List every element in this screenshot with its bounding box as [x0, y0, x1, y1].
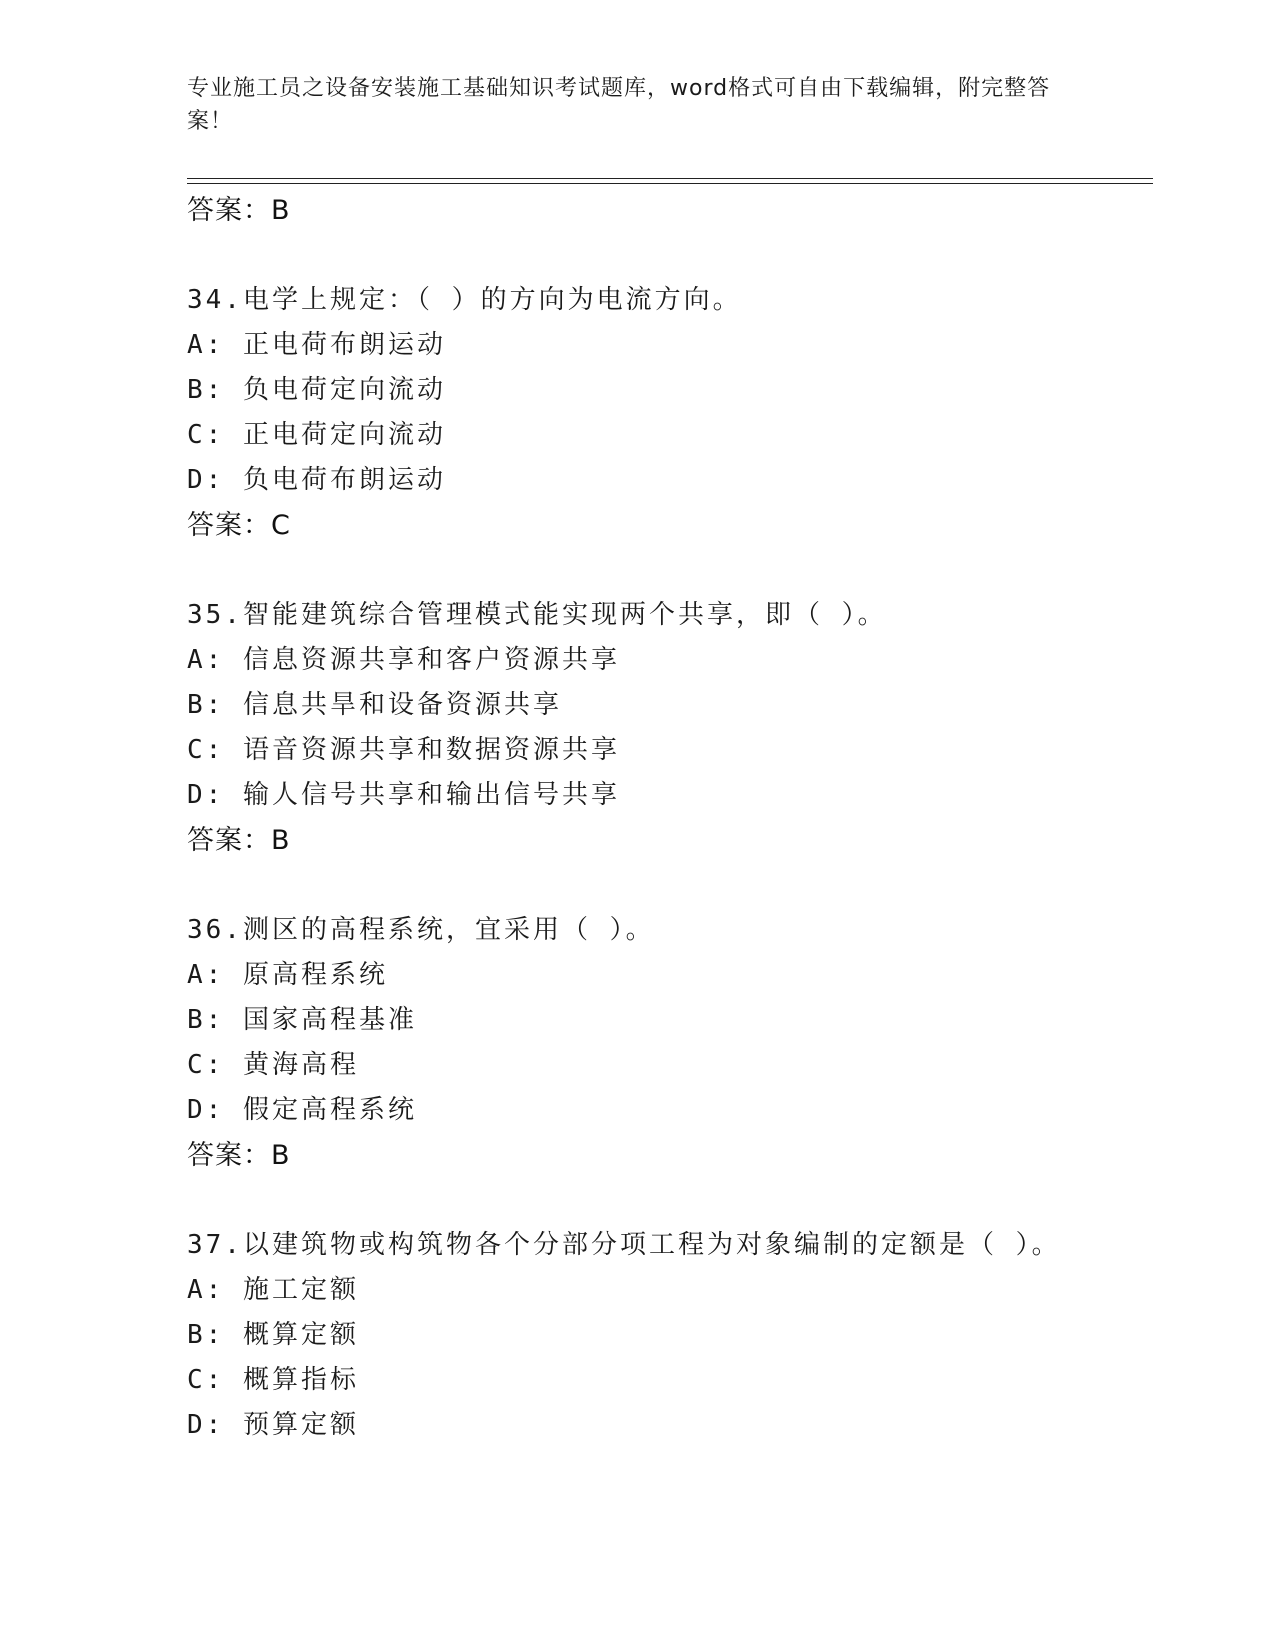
question-stem: 34.电学上规定：（ ）的方向为电流方向。	[187, 285, 742, 315]
answer-36: 答案：B	[187, 1140, 291, 1171]
option-d: D: 假定高程系统	[187, 1095, 417, 1125]
option-b: B: 负电荷定向流动	[187, 375, 446, 405]
question-35	[187, 593, 1153, 864]
option-b: B: 概算定额	[187, 1320, 359, 1350]
option-d: D: 预算定额	[187, 1410, 359, 1440]
document-header: 专业施工员之设备安装施工基础知识考试题库，word格式可自由下载编辑，附完整答案！	[187, 76, 1051, 134]
option-a: A: 原高程系统	[187, 960, 388, 990]
header-divider-bottom	[187, 183, 1153, 184]
answer-35: 答案：B	[187, 825, 291, 856]
option-a: A: 信息资源共享和客户资源共享	[187, 645, 620, 675]
option-c: C: 正电荷定向流动	[187, 420, 446, 450]
question-36	[187, 908, 1153, 1179]
question-stem: 35.智能建筑综合管理模式能实现两个共享，即（ ）。	[187, 600, 887, 630]
option-c: C: 概算指标	[187, 1365, 359, 1395]
answer-34: 答案：C	[187, 510, 291, 541]
option-a: A: 施工定额	[187, 1275, 359, 1305]
question-list	[187, 188, 1153, 1448]
answer-33: 答案：B	[187, 195, 291, 226]
question-stem: 37.以建筑物或构筑物各个分部分项工程为对象编制的定额是（ ）。	[187, 1230, 1061, 1260]
question-37	[187, 1223, 1153, 1448]
option-b: B: 国家高程基准	[187, 1005, 417, 1035]
question-34	[187, 278, 1153, 549]
option-b: B: 信息共旱和设备资源共享	[187, 690, 562, 720]
option-d: D: 输人信号共享和输出信号共享	[187, 780, 620, 810]
option-c: C: 黄海高程	[187, 1050, 359, 1080]
option-d: D: 负电荷布朗运动	[187, 465, 446, 495]
question-stem: 36.测区的高程系统，宜采用（ ）。	[187, 915, 655, 945]
option-c: C: 语音资源共享和数据资源共享	[187, 735, 620, 765]
option-a: A: 正电荷布朗运动	[187, 330, 446, 360]
header-divider-top	[187, 178, 1153, 179]
